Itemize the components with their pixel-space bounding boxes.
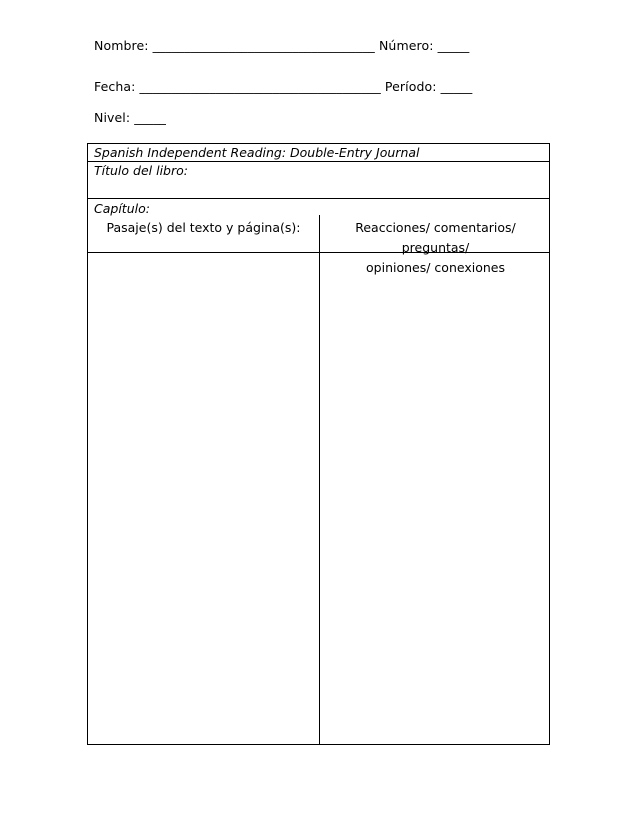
date-period-line[interactable]: Fecha: ______________________________________ Período: _____ xyxy=(94,79,473,94)
journal-title: Spanish Independent Reading: Double-Entry Journal xyxy=(94,145,420,160)
chapter-row[interactable] xyxy=(88,198,549,215)
double-entry-journal-table xyxy=(87,143,550,745)
chapter-label: Capítulo: xyxy=(94,201,150,216)
reactions-column-header xyxy=(320,218,551,278)
book-title-row[interactable] xyxy=(88,161,549,199)
name-number-line[interactable]: Nombre: ___________________________________ Número: _____ xyxy=(94,38,470,53)
book-title-label: Título del libro: xyxy=(94,163,188,178)
reactions-column-label-2: opiniones/ conexiones xyxy=(366,260,505,275)
reactions-column-label-1: Reacciones/ comentarios/ preguntas/ xyxy=(355,220,516,255)
level-line[interactable]: Nivel: _____ xyxy=(94,110,167,125)
passage-column-label: Pasaje(s) del texto y página(s): xyxy=(106,220,301,235)
journal-title-row xyxy=(88,144,549,162)
passage-column-header xyxy=(88,218,319,238)
column-divider xyxy=(319,215,320,744)
